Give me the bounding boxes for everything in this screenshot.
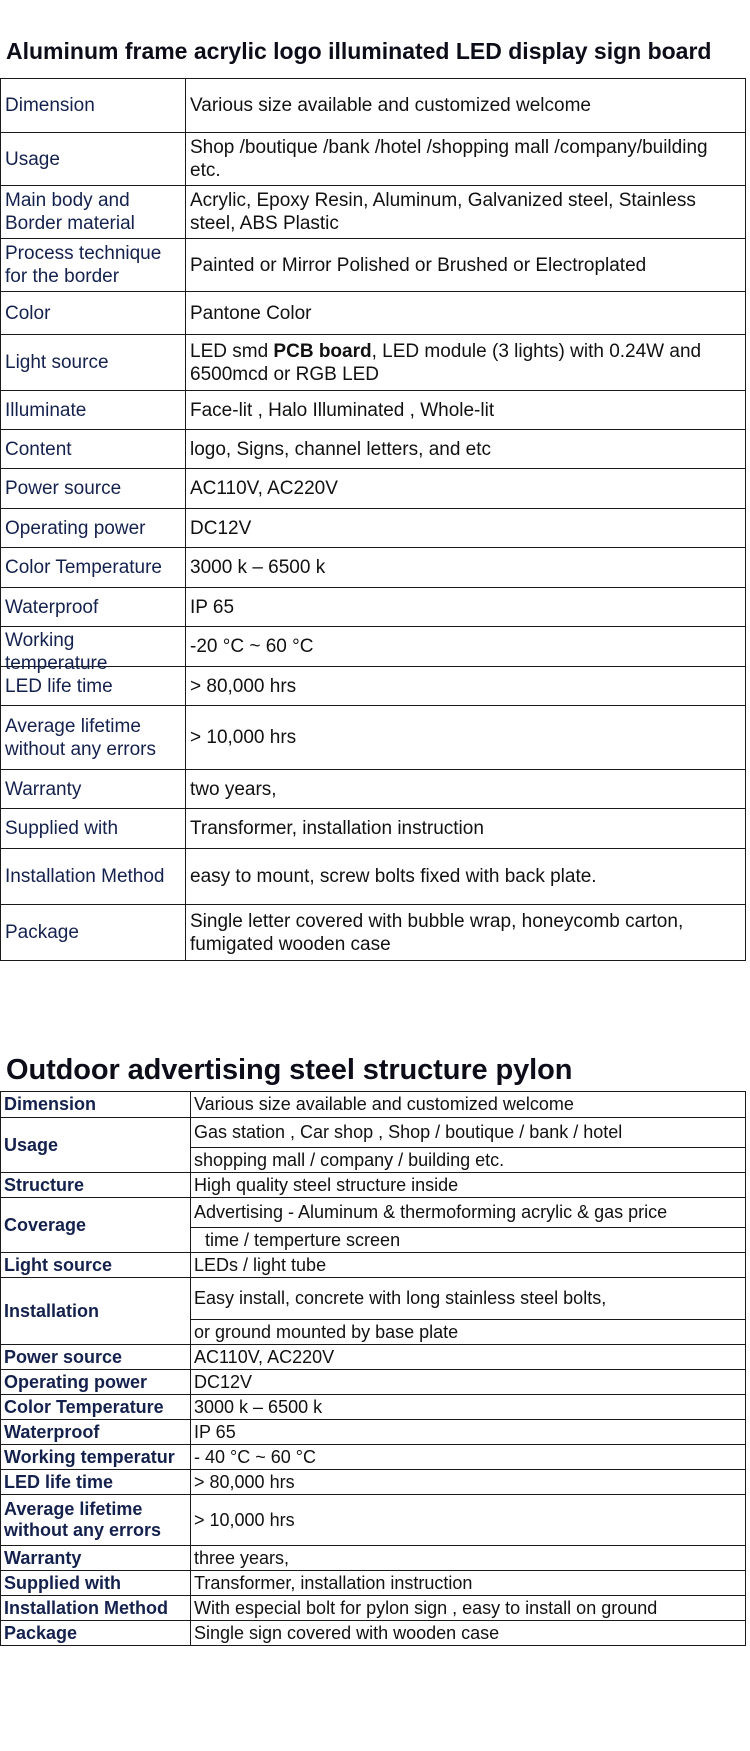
spec-label: Dimension <box>1 79 186 133</box>
spec-table-pylon <box>0 1091 746 1646</box>
table-row <box>1 1420 746 1445</box>
spec-value: easy to mount, screw bolts fixed with back plate. <box>186 849 746 905</box>
table-row <box>1 1395 746 1420</box>
table-row <box>1 1118 746 1148</box>
spec-label-text: Working temperature <box>5 630 108 674</box>
spec-label: Main body and Border material <box>1 186 186 239</box>
spec-value: Various size available and customized welcome <box>186 79 746 133</box>
spec-value: > 80,000 hrs <box>191 1470 746 1495</box>
spec-label: Warranty <box>1 770 186 809</box>
table-row <box>1 588 746 627</box>
spec-value: Acrylic, Epoxy Resin, Aluminum, Galvanized steel, Stainless steel, ABS Plastic <box>186 186 746 239</box>
spec-value: Shop /boutique /bank /hotel /shopping mall /company/building etc. <box>186 133 746 186</box>
table-row <box>1 509 746 548</box>
table-row <box>1 1571 746 1596</box>
table-row <box>1 1173 746 1198</box>
table-row <box>1 1495 746 1546</box>
spec-label: Waterproof <box>1 1420 191 1445</box>
table-row <box>1 133 746 186</box>
spec-label: Light source <box>1 1253 191 1278</box>
table-row <box>1 239 746 292</box>
table-row <box>1 335 746 391</box>
table-row <box>1 1445 746 1470</box>
table-row <box>1 430 746 469</box>
spec-label: Operating power <box>1 509 186 548</box>
spec-value: Transformer, installation instruction <box>186 809 746 849</box>
spec-label: Usage <box>1 133 186 186</box>
spec-label: Coverage <box>1 1198 191 1253</box>
table-row <box>1 186 746 239</box>
spec-label: Power source <box>1 1345 191 1370</box>
spec-value: High quality steel structure inside <box>191 1173 746 1198</box>
spec-label: Installation <box>1 1278 191 1345</box>
section-1-title: Aluminum frame acrylic logo illuminated LED display sign board <box>6 38 712 64</box>
table-row <box>1 1470 746 1495</box>
spec-label: Working temperatur <box>1 1445 191 1470</box>
spec-value: three years, <box>191 1546 746 1571</box>
spec-table-led-sign <box>0 78 746 961</box>
table-row <box>1 1370 746 1395</box>
spec-value: > 10,000 hrs <box>186 706 746 770</box>
spec-value: > 10,000 hrs <box>191 1495 746 1546</box>
spec-label: Supplied with <box>1 1571 191 1596</box>
spec-value: Face-lit , Halo Illuminated , Whole-lit <box>186 391 746 430</box>
spec-value: Transformer, installation instruction <box>191 1571 746 1596</box>
spec-label: Color Temperature <box>1 548 186 588</box>
spec-value: two years, <box>186 770 746 809</box>
table-row <box>1 1092 746 1118</box>
table-row <box>1 1621 746 1646</box>
spec-value: -20 °C ~ 60 °C <box>186 627 746 667</box>
table-row <box>1 391 746 430</box>
spec-value: logo, Signs, channel letters, and etc <box>186 430 746 469</box>
spec-value: LEDs / light tube <box>191 1253 746 1278</box>
spec-label: Process technique for the border <box>1 239 186 292</box>
spec-value: IP 65 <box>191 1420 746 1445</box>
spec-value-part: , LED module (3 lights) with 0.24W and 6500mcd or RGB LED <box>190 340 702 385</box>
spec-value-line: Advertising - Aluminum & thermoforming acrylic & gas price <box>191 1198 746 1228</box>
spec-label: Structure <box>1 1173 191 1198</box>
spec-label: Package <box>1 1621 191 1646</box>
spec-value: With especial bolt for pylon sign , easy to install on ground <box>191 1596 746 1621</box>
table-row <box>1 809 746 849</box>
table-row <box>1 905 746 961</box>
spec-value: Single letter covered with bubble wrap, honeycomb carton, fumigated wooden case <box>186 905 746 961</box>
spec-label: Light source <box>1 335 186 391</box>
spec-label: LED life time <box>1 667 186 706</box>
spec-label <box>1 627 186 674</box>
table-row <box>1 1546 746 1571</box>
spec-value-line: shopping mall / company / building etc. <box>191 1148 746 1173</box>
table-row <box>1 706 746 770</box>
table-row <box>1 1253 746 1278</box>
table-row <box>1 548 746 588</box>
spec-label: Usage <box>1 1118 191 1173</box>
table-row <box>1 770 746 809</box>
spec-value: - 40 °C ~ 60 °C <box>191 1445 746 1470</box>
spec-value: DC12V <box>186 509 746 548</box>
spec-value: AC110V, AC220V <box>191 1345 746 1370</box>
spec-label: Dimension <box>1 1092 191 1118</box>
table-row <box>1 1198 746 1228</box>
spec-label: Supplied with <box>1 809 186 849</box>
spec-value: Painted or Mirror Polished or Brushed or Electroplated <box>186 239 746 292</box>
spec-label: Package <box>1 905 186 961</box>
spec-value-line: or ground mounted by base plate <box>191 1320 746 1345</box>
spec-label: Color Temperature <box>1 1395 191 1420</box>
table-row <box>1 79 746 133</box>
spec-value: Pantone Color <box>186 292 746 335</box>
spec-label: Installation Method <box>1 849 186 905</box>
spec-value-line: Easy install, concrete with long stainless steel bolts, <box>191 1278 746 1320</box>
spec-label: LED life time <box>1 1470 191 1495</box>
spec-value <box>186 335 746 391</box>
table-row <box>1 627 746 667</box>
spec-value: 3000 k – 6500 k <box>191 1395 746 1420</box>
spec-value: DC12V <box>191 1370 746 1395</box>
spec-value: Single sign covered with wooden case <box>191 1621 746 1646</box>
table-row <box>1 849 746 905</box>
spec-label: Warranty <box>1 1546 191 1571</box>
spec-label: Installation Method <box>1 1596 191 1621</box>
spec-value: Various size available and customized welcome <box>191 1092 746 1118</box>
spec-label: Average lifetime without any errors <box>1 706 186 770</box>
table-row <box>1 469 746 509</box>
spec-value-bold-part: PCB board <box>273 340 372 362</box>
table-row <box>1 1345 746 1370</box>
table-row <box>1 1278 746 1320</box>
spec-label: Color <box>1 292 186 335</box>
spec-label: Operating power <box>1 1370 191 1395</box>
spec-value: > 80,000 hrs <box>186 667 746 706</box>
spec-label: Content <box>1 430 186 469</box>
table-row <box>1 1596 746 1621</box>
spec-value-line: time / temperture screen <box>191 1228 746 1253</box>
table-row <box>1 667 746 706</box>
spec-value: 3000 k – 6500 k <box>186 548 746 588</box>
spec-label: Waterproof <box>1 588 186 627</box>
spec-label: Illuminate <box>1 391 186 430</box>
spec-value-part: LED smd <box>190 340 274 362</box>
spec-value-line: Gas station , Car shop , Shop / boutique / bank / hotel <box>191 1118 746 1148</box>
spec-label: Average lifetime without any errors <box>1 1495 191 1546</box>
spec-value: AC110V, AC220V <box>186 469 746 509</box>
section-2-title: Outdoor advertising steel structure pylon <box>6 1054 573 1086</box>
spec-label: Power source <box>1 469 186 509</box>
table-row <box>1 292 746 335</box>
spec-value: IP 65 <box>186 588 746 627</box>
